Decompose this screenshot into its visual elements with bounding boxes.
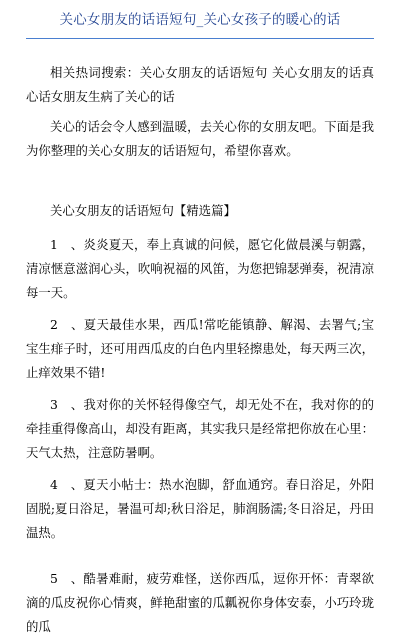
intro-paragraph: 关心的话会令人感到温暖，去关心你的女朋友吧。下面是我为你整理的关心女朋友的话语短句，希望你喜欢。: [26, 119, 374, 158]
related-keywords: 相关热词搜索：关心女朋友的话语短句 关心女朋友的话真心话女朋友生病了关心的话: [26, 65, 374, 104]
section-heading: 关心女朋友的话语短句【精选篇】: [50, 203, 236, 218]
list-item: 1 、炎炎夏天，奉上真诚的问候，愿它化做晨溪与朝露，清凉惬意滋润心头，吹响祝福的风笛，为您把锦瑟弹奏，祝清凉每一天。: [26, 237, 374, 300]
title-divider: [26, 38, 374, 39]
list-item: 5 、酷暑难耐，疲劳难怪，送你西瓜，逗你开怀：青翠欲滴的瓜皮祝你心情爽，鲜艳甜蜜的瓜瓤祝你身体安泰，小巧玲珑的瓜: [26, 571, 374, 634]
item-list: [26, 233, 374, 639]
document-title: 关心女朋友的话语短句_关心女孩子的暖心的话: [59, 12, 341, 28]
list-item: 2 、夏天最佳水果，西瓜!常吃能镇静、解渴、去署气;宝宝生痱子时，还可用西瓜皮的白色内里轻擦患处，每天两三次，止痒效果不错!: [26, 317, 374, 380]
list-item: 3 、我对你的关怀轻得像空气，却无处不在，我对你的的牵挂重得像高山，却没有距离，其实我只是经常把你放在心里：天气太热，注意防暑啊。: [26, 397, 374, 460]
list-item: 4 、夏天小帖士：热水泡脚，舒血通窍。春日浴足，外阳固脱;夏日浴足，暑温可却;秋日浴足，肺润肠濡;冬日浴足，丹田温热。: [26, 477, 374, 540]
